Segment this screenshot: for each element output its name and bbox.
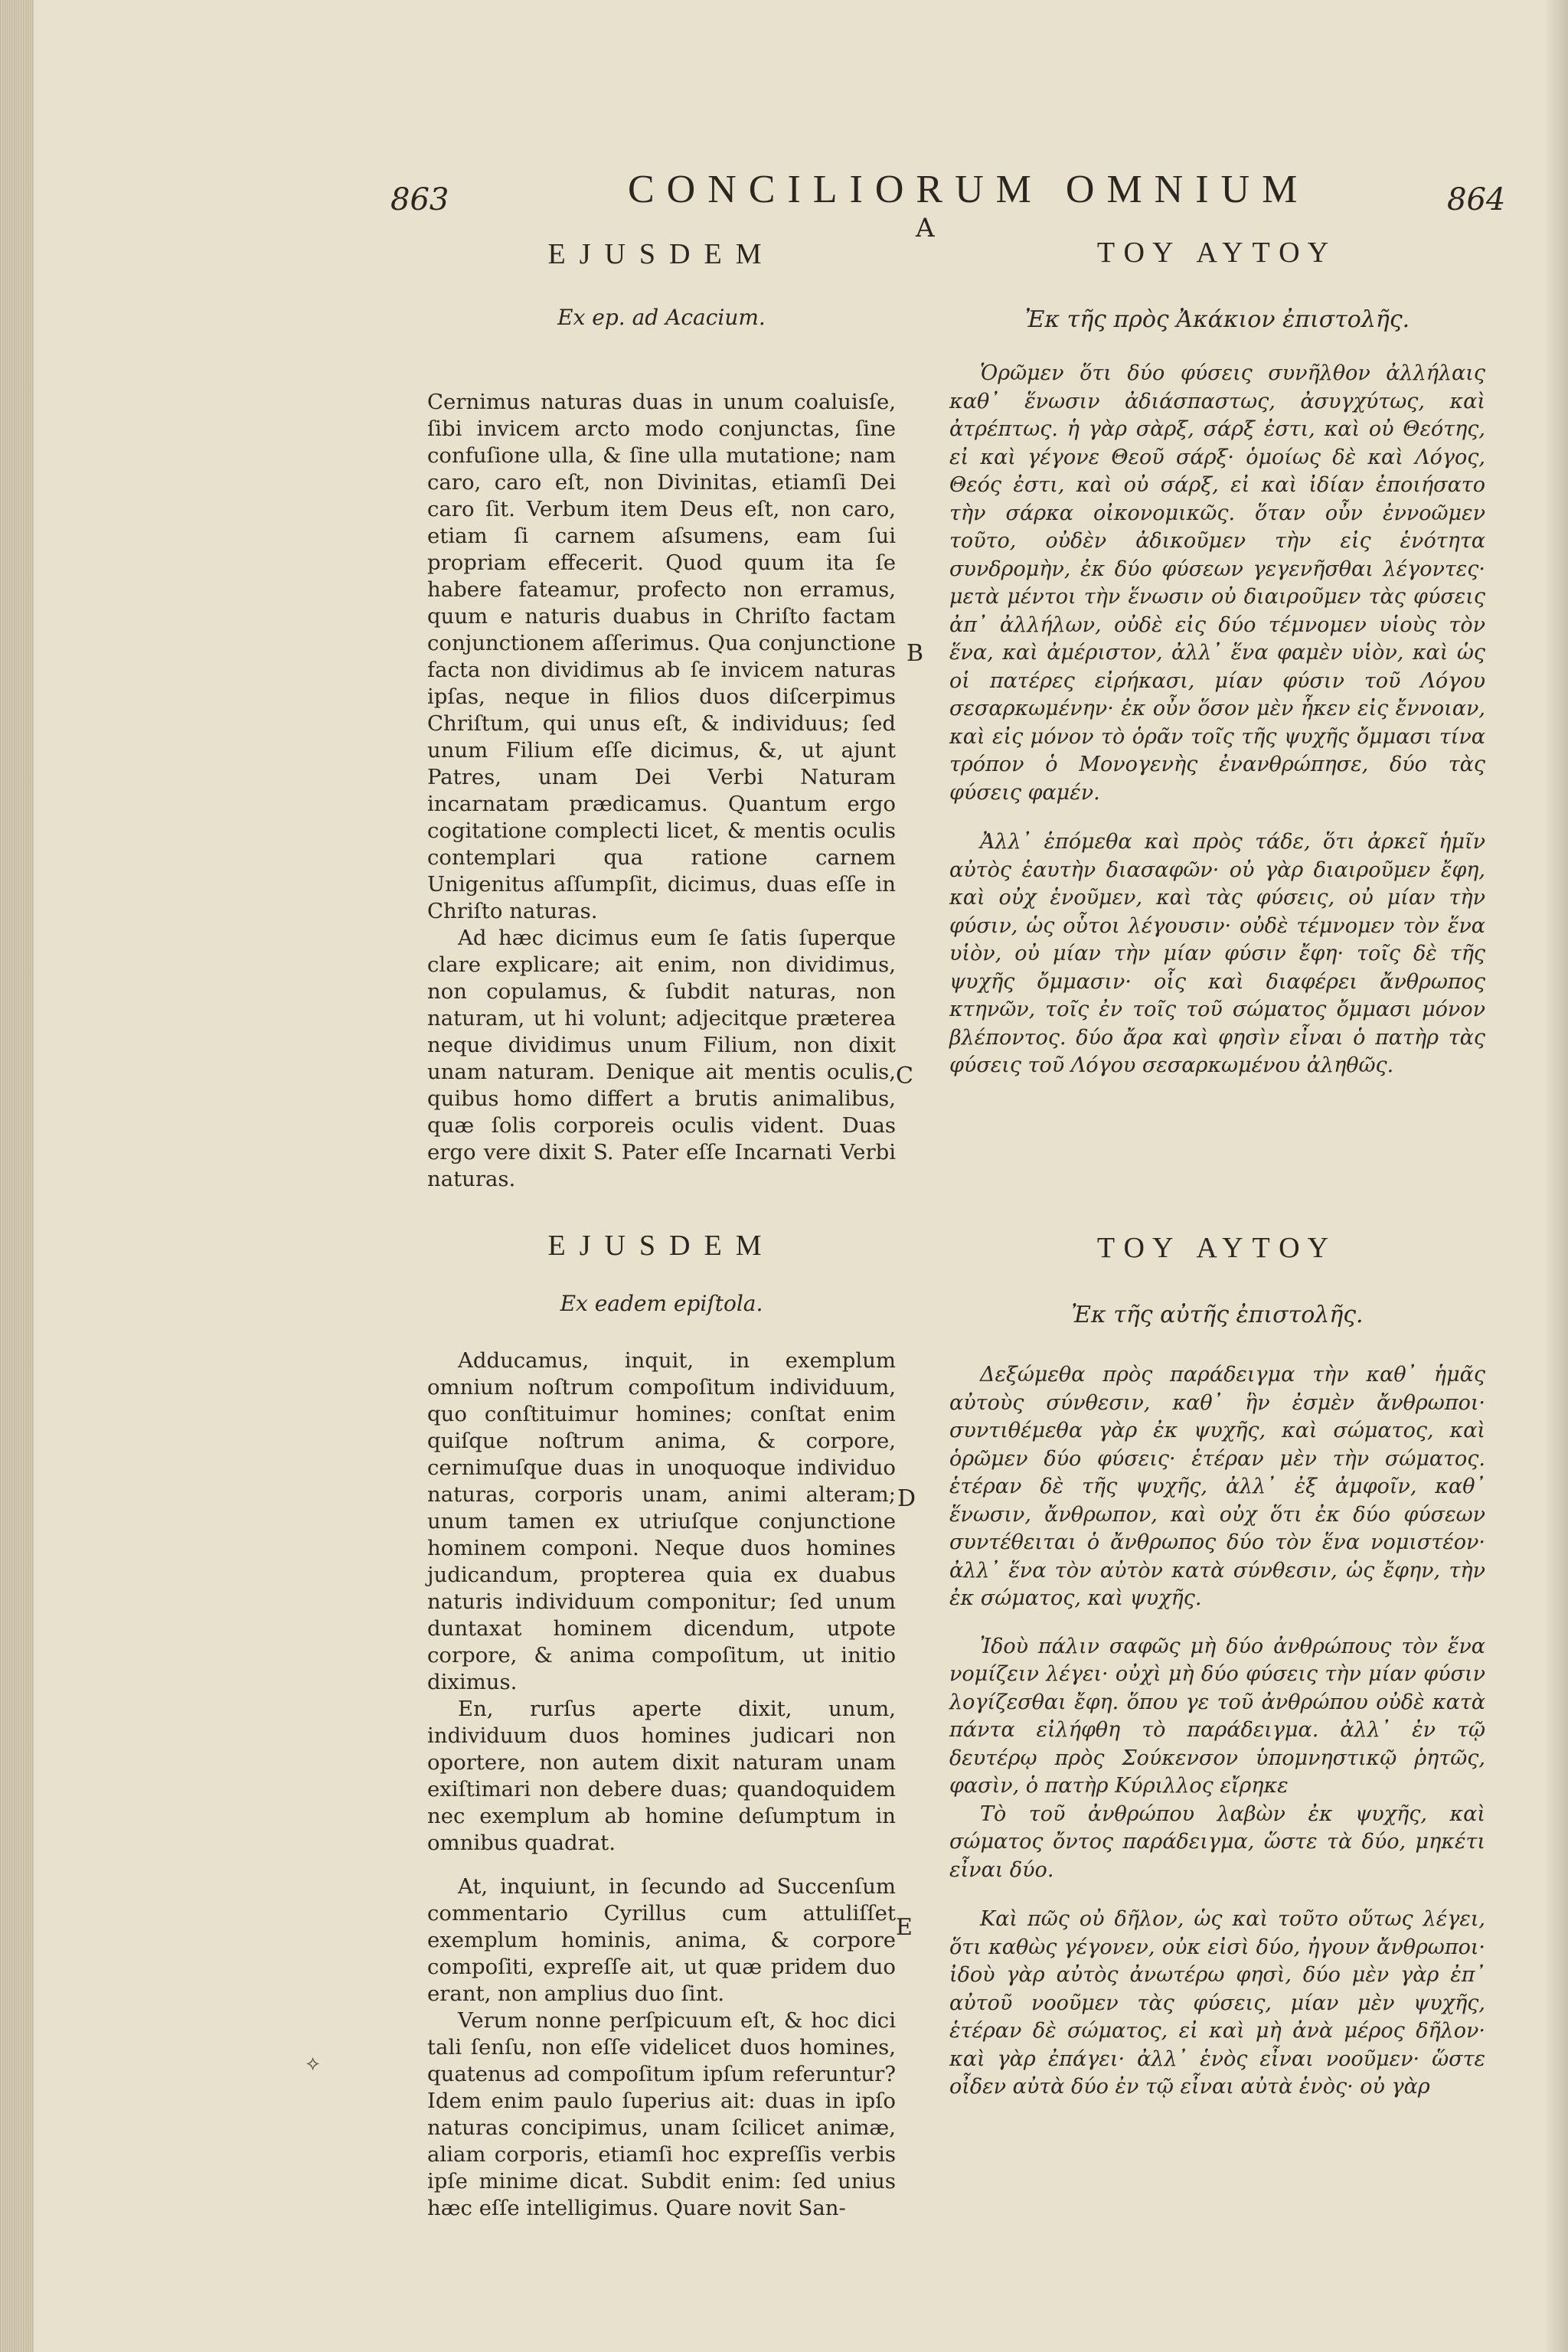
page-edge-shadow xyxy=(1545,0,1568,2352)
greek-paragraph: Δεξώμεθα πρὸς παράδειγμα τὴν καθ᾽ ἡμᾶς αὐτοὺς σύνθεσιν, καθ᾽ ἣν ἐσμὲν ἄνθρωποι· συντιθέμεθα γὰρ ἐκ ψυχῆς, καὶ σώματος, καὶ ὁρῶμεν δύο φύσεις· ἑτέραν μὲν τὴν σώματος. ἑτέραν δὲ τῆς ψυχῆς, ἀλλ᾽ ἐξ ἀμφοῖν, καθ᾽ ἕνωσιν, ἄνθρωπον, καὶ οὐχ ὅτι ἐκ δύο φύσεων συντέθειται ὁ ἄνθρωπος δύο τὸν ἕνα νομιστέον· ἀλλ᾽ ἕνα τὸν αὐτὸν κατὰ σύνθεσιν, ὡς ἔφην, τὴν ἐκ σώματος, καὶ ψυχῆς. xyxy=(949,1363,1485,1610)
greek-paragraph: Ἰδοὺ πάλιν σαφῶς μὴ δύο ἀνθρώπους τὸν ἕνα νομίζειν λέγει· οὐχὶ μὴ δύο φύσεις τὴν μίαν φύσιν λογίζεσθαι ἔφη. ὅπου γε τοῦ ἀνθρώπου οὐδὲ κατὰ πάντα εἰλήφθη τὸ παράδειγμα. ἀλλ᾽ ἐν τῷ δευτέρῳ πρὸς Σούκενσον ὑπομνηστικῷ ῥητῶς, φασὶν, ὁ πατὴρ Κύριλλος εἴρηκε xyxy=(949,1634,1485,1798)
latin-section-2-body xyxy=(427,1348,896,2222)
latin-heading-2: EJUSDEM xyxy=(547,1230,776,1262)
greek-subheading-2: Ἐκ τῆς αὐτῆς ἐπιστολῆς. xyxy=(1071,1302,1364,1328)
page-number-right: 864 xyxy=(1447,182,1506,217)
greek-subheading-1: Ἐκ τῆς πρὸς Ἀκάκιον ἐπιστολῆς. xyxy=(1024,306,1410,333)
margin-letter-e: E xyxy=(896,1914,913,1941)
latin-paragraph: En, rurſus aperte dixit, unum, individuum duos homines judicari non oportere, non autem dixit naturam unam exiſtimari non debere duas; quandoquidem nec exemplum ab homine deſumptum in omnibus quadrat. xyxy=(427,1697,896,1855)
latin-paragraph: Verum nonne perſpicuum eſt, & hoc dici tali ſenſu, non eſſe videlicet duos homines, quatenus ad compoſitum ipſum referuntur? Idem enim paulo ſuperius ait: duas in ipſo naturas concipimus, unam ſcilicet animæ, aliam corporis, etiamſi hoc expreſſis verbis ipſe minime dicat. Subdit enim: ſed unius hæc eſſe intelligimus. Quare novit San- xyxy=(427,2008,896,2220)
margin-letter-d: D xyxy=(897,1485,916,1512)
margin-letter-c: C xyxy=(896,1063,913,1089)
latin-paragraph: Ad hæc dicimus eum ſe ſatis ſuperque clare explicare; ait enim, non dividimus, non copulamus, & ſubdit naturas, non naturam, ut hi volunt; adjecitque præterea neque dividimus unum Filium, non dixit unam naturam. Denique ait mentis oculis, quibus homo differt a brutis animalibus, quæ ſolis corporeis oculis vident. Duas ergo vere dixit S. Pater eſſe Incarnati Verbi naturas. xyxy=(427,926,896,1191)
latin-heading-1: EJUSDEM xyxy=(547,238,776,270)
running-title: CONCILIORUM OMNIUM xyxy=(628,168,1310,211)
greek-heading-1: ΤΟΥ ΑΥΤΟΥ xyxy=(1096,237,1338,269)
greek-paragraph: Ὁρῶμεν ὅτι δύο φύσεις συνῆλθον ἀλλήλαις καθ᾽ ἕνωσιν ἀδιάσπαστως, ἀσυγχύτως, καὶ ἀτρέπτως. ἡ γὰρ σὰρξ, σάρξ ἐστι, καὶ οὐ Θεότης, εἰ καὶ γέγονε Θεοῦ σάρξ· ὁμοίως δὲ καὶ Λόγος, Θεός ἐστι, καὶ οὐ σάρξ, εἰ καὶ ἰδίαν ἐποιήσατο τὴν σάρκα οἰκονομικῶς. ὅταν οὖν ἐννοῶμεν τοῦτο, οὐδὲν ἀδικοῦμεν τὴν εἰς ἑνότητα συνδρομὴν, ἐκ δύο φύσεων γεγενῆσθαι λέγοντες· μετὰ μέντοι τὴν ἕνωσιν οὐ διαιροῦμεν τὰς φύσεις ἀπ᾽ ἀλλήλων, οὐδὲ εἰς δύο τέμνομεν υἱοὺς τὸν ἕνα, καὶ ἀμέριστον, ἀλλ᾽ ἕνα φαμὲν υἱὸν, καὶ ὡς οἱ πατέρες εἰρήκασι, μίαν φύσιν τοῦ Λόγου σεσαρκωμένην· ἐκ οὖν ὅσον μὲν ἧκεν εἰς ἔννοιαν, καὶ εἰς μόνον τὸ ὁρᾶν τοῖς τῆς ψυχῆς ὄμμασι τίνα τρόπον ὁ Μονογενὴς ἐνανθρώπησε, δύο τὰς φύσεις φαμέν. xyxy=(949,361,1485,805)
margin-letter-b: B xyxy=(906,640,924,667)
greek-paragraph: Ἀλλ᾽ ἑπόμεθα καὶ πρὸς τάδε, ὅτι ἀρκεῖ ἡμῖν αὐτὸς ἑαυτὴν διασαφῶν· οὐ γὰρ διαιροῦμεν ἔφη, καὶ οὐχ ἑνοῦμεν, καὶ τὰς φύσεις, οὐ μίαν τὴν φύσιν, ὡς οὗτοι λέγουσιν· οὐδὲ τέμνομεν τὸν ἕνα υἱὸν, οὐ μίαν τὴν μίαν φύσιν ἔφη· τοῖς δὲ τῆς ψυχῆς ὄμμασιν· οἷς καὶ διαφέρει ἄνθρωπος κτηνῶν, τοῖς ἐν τοῖς τοῦ σώματος ὄμμασι μόνον βλέποντος. δύο ἄρα καὶ φησὶν εἶναι ὁ πατὴρ τὰς φύσεις τοῦ Λόγου σεσαρκωμένου ἀληθῶς. xyxy=(949,830,1485,1077)
latin-subheading-2: Ex eadem epiſtola. xyxy=(560,1291,763,1316)
latin-paragraph: Adducamus, inquit, in exemplum omnium noſtrum compoſitum individuum, quo conſtituimur homines; conſtat enim quiſque noſtrum anima, & corpore, cernimuſque duas in unoquoque individuo naturas, corporis unam, animi alteram; unum tamen ex utriuſque conjunctione hominem componi. Neque duos homines judicandum, propterea quia ex duabus naturis individuum componitur; ſed unum duntaxat hominem dicendum, utpote corpore, & anima compoſitum, ut initio diximus. xyxy=(427,1348,896,1694)
latin-column xyxy=(427,0,896,2352)
latin-paragraph: Cernimus naturas duas in unum coaluisſe, ſibi invicem arcto modo conjunctas, ſine confuſione ulla, & ſine ulla mutatione; nam caro, caro eſt, non Divinitas, etiamſi Dei caro ſit. Verbum item Deus eſt, non caro, etiam ſi carnem aſsumens, eam ſui propriam effecerit. Quod quum ita ſe habere fateamur, profecto non erramus, quum e naturis duabus in Chriſto factam conjunctionem aſſerimus. Qua conjunctione facta non dividimus ab ſe invicem naturas ipſas, neque in filios duos diſcerpimus Chriſtum, qui unus eſt, & individuus; ſed unum Filium eſſe dicimus, &, ut ajunt Patres, unam Dei Verbi Naturam incarnatam prædicamus. Quantum ergo cogitatione complecti licet, & mentis oculis contemplari qua ratione carnem Unigenitus aſſumpſit, dicimus, duas eſſe in Chriſto naturas. xyxy=(427,390,896,923)
latin-subheading-1: Ex ep. ad Acacium. xyxy=(557,305,766,330)
greek-heading-2: ΤΟΥ ΑΥΤΟΥ xyxy=(1096,1232,1338,1264)
greek-paragraph: Καὶ πῶς οὐ δῆλον, ὡς καὶ τοῦτο οὕτως λέγει, ὅτι καθὼς γέγονεν, οὐκ εἰσὶ δύο, ἠγουν ἄνθρωποι· ἰδοὺ γὰρ αὐτὸς ἀνωτέρω φησὶ, δύο μὲν γὰρ ἐπ᾽ αὐτοῦ νοοῦμεν τὰς φύσεις, μίαν μὲν ψυχῆς, ἑτέραν δὲ σώματος, εἰ καὶ μὴ ἀνὰ μέρος δῆλον· καὶ γὰρ ἐπάγει· ἀλλ᾽ ἑνὸς εἶναι νοοῦμεν· ὥστε οἶδεν αὐτὰ δύο ἐν τῷ εἶναι αὐτὰ ἑνὸς· οὐ γὰρ xyxy=(949,1907,1485,2099)
latin-section-1-body xyxy=(427,389,896,1193)
page-number-left: 863 xyxy=(390,182,449,217)
greek-section-1-body xyxy=(949,360,1485,1080)
greek-column xyxy=(949,0,1485,2352)
pen-mark: ⟡ xyxy=(306,2052,320,2075)
section-marker-a: A xyxy=(916,213,935,243)
greek-paragraph: Τὸ τοῦ ἀνθρώπου λαβὼν ἐκ ψυχῆς, καὶ σώματος ὄντος παράδειγμα, ὥστε τὰ δύο, μηκέτι εἶναι δύο. xyxy=(949,1802,1485,1882)
latin-paragraph: At, inquiunt, in ſecundo ad Succenſum commentario Cyrillus cum attuliſſet exemplum hominis, anima, & corpore compoſiti, expreſſe ait, ut quæ pridem duo erant, non amplius duo ſint. xyxy=(427,1874,896,2006)
greek-section-2-body xyxy=(949,1361,1485,2102)
page-edge-left xyxy=(0,0,34,2352)
